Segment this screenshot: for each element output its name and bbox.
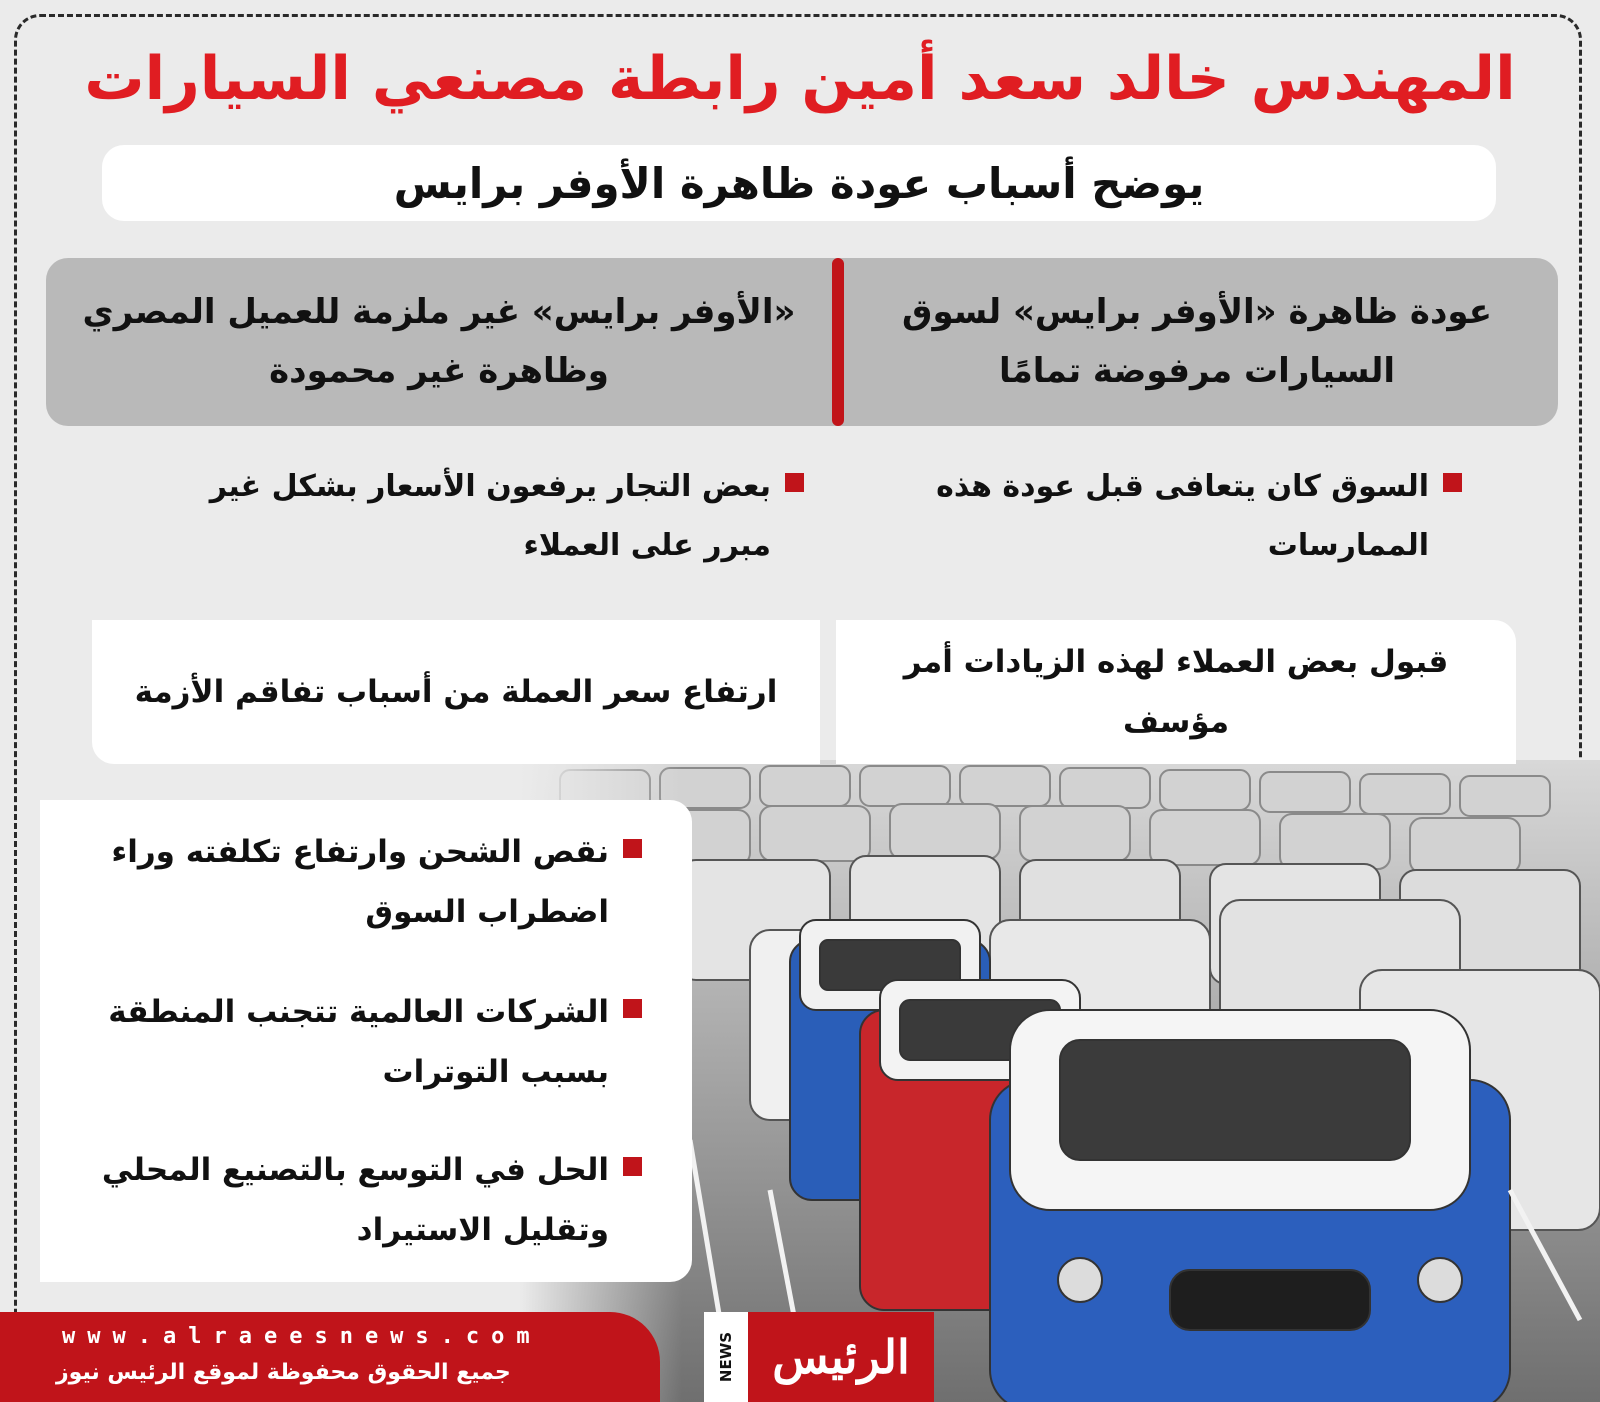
copyright-text: جميع الحقوق محفوظة لموقع الرئيس نيوز bbox=[56, 1360, 511, 1385]
list-item-3-line1: الحل في التوسع بالتصنيع المحلي bbox=[101, 1152, 609, 1188]
red-divider bbox=[832, 258, 844, 426]
bullet-left-line2: مبرر على العملاء bbox=[523, 527, 771, 563]
list-item-1 bbox=[111, 822, 642, 943]
website-link[interactable]: www.alraeesnews.com bbox=[62, 1324, 542, 1349]
highlight-right-line2: السيارات مرفوضة تمامًا bbox=[998, 351, 1396, 391]
logo-arabic-text: الرئيس bbox=[772, 1330, 910, 1384]
list-item-2-line1: الشركات العالمية تتجنب المنطقة bbox=[108, 994, 609, 1030]
red-square-bullet-icon bbox=[785, 473, 804, 492]
highlight-left-line2: وظاهرة غير محمودة bbox=[269, 351, 609, 391]
list-item-3-line2: وتقليل الاستيراد bbox=[356, 1212, 609, 1249]
highlight-panel bbox=[46, 258, 1558, 426]
brand-logo bbox=[704, 1312, 934, 1402]
highlight-left-line1: «الأوفر برايس» غير ملزمة للعميل المصري bbox=[82, 291, 796, 332]
highlight-left bbox=[46, 258, 832, 426]
red-square-bullet-icon bbox=[623, 839, 642, 858]
page-title: المهندس خالد سعد أمين رابطة مصنعي السيارات bbox=[84, 44, 1516, 114]
bullet-left-line1: بعض التجار يرفعون الأسعار بشكل غير bbox=[209, 469, 771, 504]
highlight-right-line1: عودة ظاهرة «الأوفر برايس» لسوق bbox=[902, 291, 1492, 332]
bullet-left bbox=[144, 458, 804, 575]
bullet-right-line2: الممارسات bbox=[1267, 527, 1429, 563]
box-right-line2: مؤسف bbox=[1122, 704, 1230, 740]
list-item-2 bbox=[108, 982, 642, 1103]
box-right-line1: قبول بعض العملاء لهذه الزيادات أمر bbox=[903, 643, 1449, 680]
bullet-right bbox=[862, 458, 1462, 575]
box-left-text: ارتفاع سعر العملة من أسباب تفاقم الأزمة bbox=[134, 673, 778, 710]
subtitle-box bbox=[102, 145, 1496, 221]
red-square-bullet-icon bbox=[623, 1157, 642, 1176]
box-left bbox=[92, 620, 820, 764]
subtitle-text: يوضح أسباب عودة ظاهرة الأوفر برايس bbox=[393, 158, 1205, 208]
red-square-bullet-icon bbox=[623, 999, 642, 1018]
logo-news-label: NEWS bbox=[704, 1312, 748, 1402]
list-item-3 bbox=[102, 1140, 642, 1261]
box-right bbox=[836, 620, 1516, 764]
list-panel bbox=[40, 800, 692, 1282]
list-item-1-line1: نقص الشحن وارتفاع تكلفته وراء bbox=[111, 834, 609, 870]
red-square-bullet-icon bbox=[1443, 473, 1462, 492]
list-item-2-line2: بسبب التوترات bbox=[382, 1054, 609, 1091]
list-item-1-line2: اضطراب السوق bbox=[365, 894, 609, 931]
highlight-right bbox=[836, 258, 1558, 426]
bullet-right-line1: السوق كان يتعافى قبل عودة هذه bbox=[936, 469, 1429, 504]
